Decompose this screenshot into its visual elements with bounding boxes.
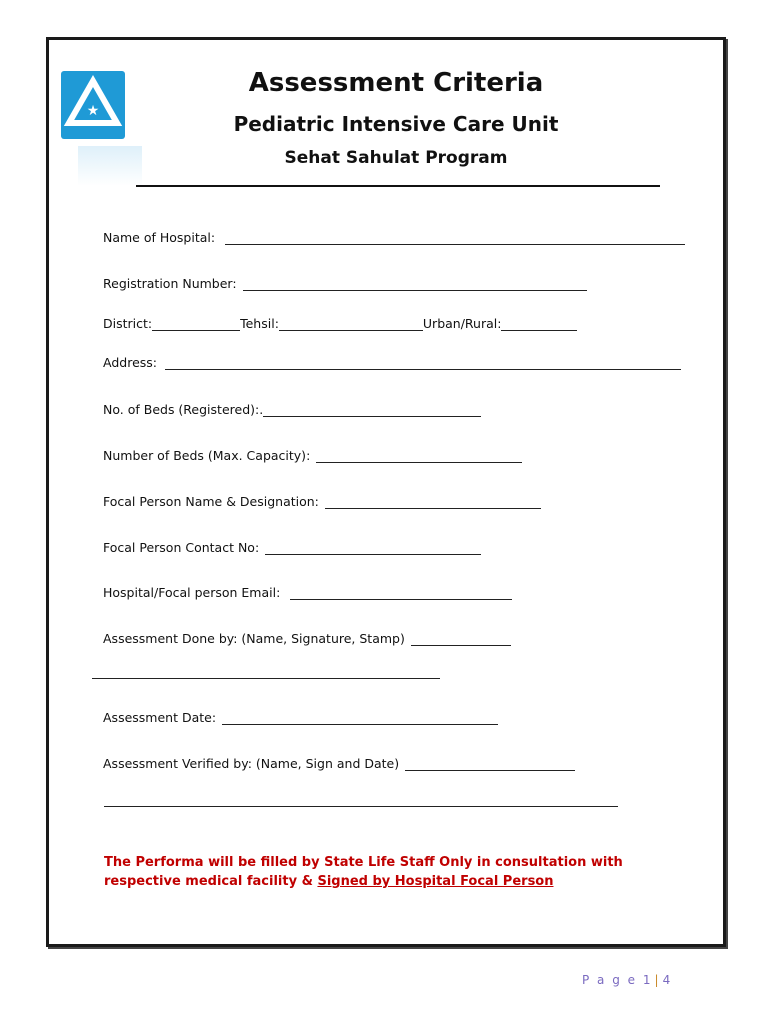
assessment-date-field	[103, 710, 498, 725]
address-field	[103, 355, 681, 370]
assessment-date-label: Assessment Date:	[103, 710, 217, 725]
location-field	[103, 316, 577, 331]
instruction-note	[104, 853, 684, 891]
focal-person-line[interactable]	[325, 495, 541, 509]
instruction-underlined: Signed by Hospital Focal Person	[317, 874, 554, 889]
assessment-done-field	[103, 631, 511, 646]
email-line[interactable]	[290, 586, 512, 600]
beds-max-field	[103, 448, 522, 463]
total-pages: 4	[662, 973, 673, 987]
email-label: Hospital/Focal person Email:	[103, 585, 281, 600]
assessment-done-line[interactable]	[411, 632, 511, 646]
email-field	[103, 585, 512, 600]
registration-field	[103, 276, 587, 291]
beds-registered-label: No. of Beds (Registered):.	[103, 402, 264, 417]
beds-max-label: Number of Beds (Max. Capacity):	[103, 448, 311, 463]
assessment-date-line[interactable]	[222, 711, 498, 725]
assessment-done-label: Assessment Done by: (Name, Signature, Stamp)	[103, 631, 405, 646]
focal-person-field	[103, 494, 541, 509]
urban-rural-line[interactable]	[501, 317, 577, 331]
assessment-verified-line[interactable]	[405, 757, 575, 771]
district-label: District:	[103, 316, 153, 331]
focal-contact-label: Focal Person Contact No:	[103, 540, 260, 555]
beds-registered-field	[103, 402, 481, 417]
page-separator: |	[654, 973, 661, 987]
focal-contact-field	[103, 540, 481, 555]
page-label: P a g e	[582, 973, 638, 987]
district-line[interactable]	[152, 317, 240, 331]
instruction-text: The Performa will be filled by State Life Staff Only in consultation with respective medical facility &	[104, 855, 623, 889]
header-divider	[136, 185, 660, 187]
urban-rural-label: Urban/Rural:	[422, 316, 502, 331]
tehsil-label: Tehsil:	[240, 316, 279, 331]
hospital-name-field	[103, 230, 685, 245]
beds-registered-line[interactable]	[263, 403, 481, 417]
focal-contact-line[interactable]	[265, 541, 481, 555]
tehsil-line[interactable]	[279, 317, 423, 331]
page-border	[46, 37, 726, 947]
hospital-name-label: Name of Hospital:	[103, 230, 216, 245]
focal-person-label: Focal Person Name & Designation:	[103, 494, 319, 509]
svg-text:★: ★	[86, 103, 100, 119]
page-subtitle: Pediatric Intensive Care Unit	[233, 112, 559, 136]
address-label: Address:	[103, 355, 157, 370]
registration-label: Registration Number:	[103, 276, 237, 291]
beds-max-line[interactable]	[316, 449, 522, 463]
program-name: Sehat Sahulat Program	[284, 148, 508, 168]
registration-line[interactable]	[243, 277, 587, 291]
page-title: Assessment Criteria	[248, 68, 544, 98]
hospital-name-line[interactable]	[225, 231, 685, 245]
assessment-done-line-2[interactable]	[92, 678, 440, 679]
assessment-verified-line-2[interactable]	[104, 806, 618, 807]
page-footer	[582, 973, 672, 987]
assessment-verified-label: Assessment Verified by: (Name, Sign and Date)	[103, 756, 400, 771]
address-line[interactable]	[165, 356, 681, 370]
assessment-verified-field	[103, 756, 575, 771]
page-number: 1	[642, 973, 653, 987]
